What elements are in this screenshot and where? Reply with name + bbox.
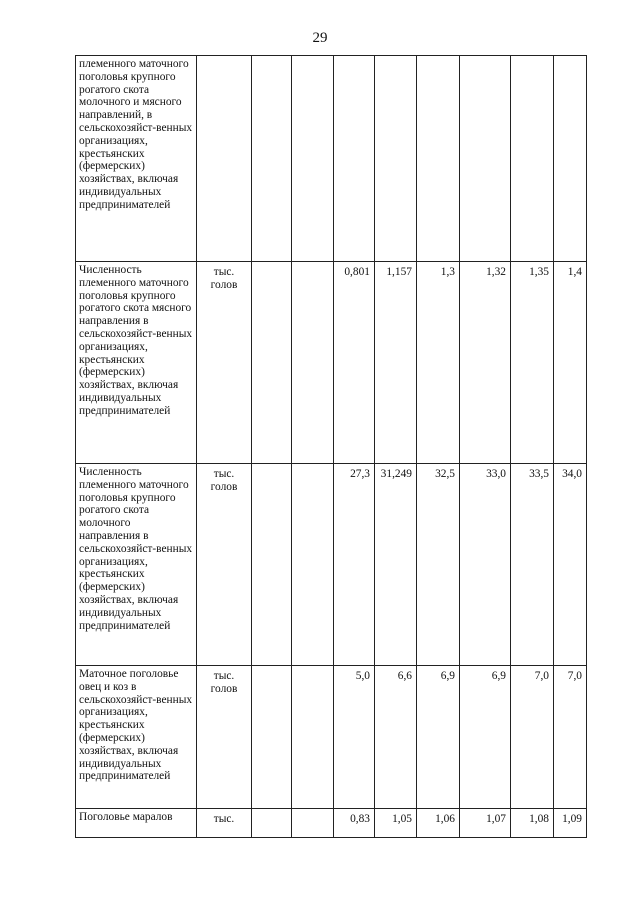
value-cell: 0,83: [334, 809, 375, 838]
value-cell: 1,08: [511, 809, 554, 838]
empty-cell: [334, 56, 375, 262]
value-cell: 0,801: [334, 262, 375, 464]
table-row: [76, 262, 587, 464]
unit-line: тыс.: [213, 670, 235, 682]
value-cell: [292, 666, 334, 809]
value-cell: 33,5: [511, 464, 554, 666]
value-cell: 1,35: [511, 262, 554, 464]
empty-cell: [460, 56, 511, 262]
unit-line: голов: [210, 682, 238, 695]
value-cell: 6,6: [375, 666, 417, 809]
indicator-name: Поголовье маралов: [76, 809, 197, 838]
value-cell: 5,0: [334, 666, 375, 809]
table-row: [76, 464, 587, 666]
page-number: 29: [312, 30, 328, 46]
value-cell: 1,3: [417, 262, 460, 464]
empty-cell: [375, 56, 417, 262]
value-cell: 32,5: [417, 464, 460, 666]
value-cell: [252, 262, 292, 464]
unit-line: голов: [210, 480, 238, 493]
empty-cell: [292, 56, 334, 262]
indicator-name: племенного маточного поголовья крупного рогатого скота молочного и мясного направлений, в сельскохозяйст-венных организациях, крестьянских (фермерских) хозяйствах, включая индивидуальных предпринимателей: [76, 56, 197, 262]
empty-cell: [554, 56, 587, 262]
value-cell: [252, 809, 292, 838]
value-cell: [292, 262, 334, 464]
indicator-name: Численность племенного маточного поголовья крупного рогатого скота мясного направления в сельскохозяйст-венных организациях, крестьянских (фермерских) хозяйствах, включая индивидуальных предпринимателей: [76, 262, 197, 464]
value-cell: 34,0: [554, 464, 587, 666]
indicator-name: Численность племенного маточного поголовья крупного рогатого скота молочного направления в сельскохозяйст-венных организациях, крестьянских (фермерских) хозяйствах, включая индивидуальных предпринимателей: [76, 464, 197, 666]
unit-cell: [197, 56, 252, 262]
indicator-name: Маточное поголовье овец и коз в сельскохозяйст-венных организациях, крестьянских (фермерских) хозяйствах, включая индивидуальных предпринимателей: [76, 666, 197, 809]
value-cell: 1,06: [417, 809, 460, 838]
unit-line: тыс.: [213, 813, 235, 825]
value-cell: 1,32: [460, 262, 511, 464]
empty-cell: [511, 56, 554, 262]
value-cell: 1,09: [554, 809, 587, 838]
value-cell: 6,9: [417, 666, 460, 809]
unit-cell: [197, 809, 252, 838]
value-cell: [292, 464, 334, 666]
table-row: [76, 809, 587, 838]
value-cell: [252, 666, 292, 809]
value-cell: 1,05: [375, 809, 417, 838]
unit-line: голов: [210, 278, 238, 291]
value-cell: [252, 464, 292, 666]
empty-cell: [252, 56, 292, 262]
value-cell: 31,249: [375, 464, 417, 666]
value-cell: 6,9: [460, 666, 511, 809]
value-cell: 7,0: [511, 666, 554, 809]
empty-cell: [417, 56, 460, 262]
value-cell: 33,0: [460, 464, 511, 666]
value-cell: [292, 809, 334, 838]
unit-cell: [197, 262, 252, 464]
value-cell: 1,4: [554, 262, 587, 464]
unit-line: тыс.: [213, 266, 235, 278]
unit-cell: [197, 464, 252, 666]
value-cell: 27,3: [334, 464, 375, 666]
value-cell: 1,07: [460, 809, 511, 838]
unit-line: тыс.: [213, 468, 235, 480]
value-cell: 1,157: [375, 262, 417, 464]
unit-cell: [197, 666, 252, 809]
value-cell: 7,0: [554, 666, 587, 809]
table-row: [76, 666, 587, 809]
indicators-table: [75, 55, 587, 838]
table-row: [76, 56, 587, 262]
